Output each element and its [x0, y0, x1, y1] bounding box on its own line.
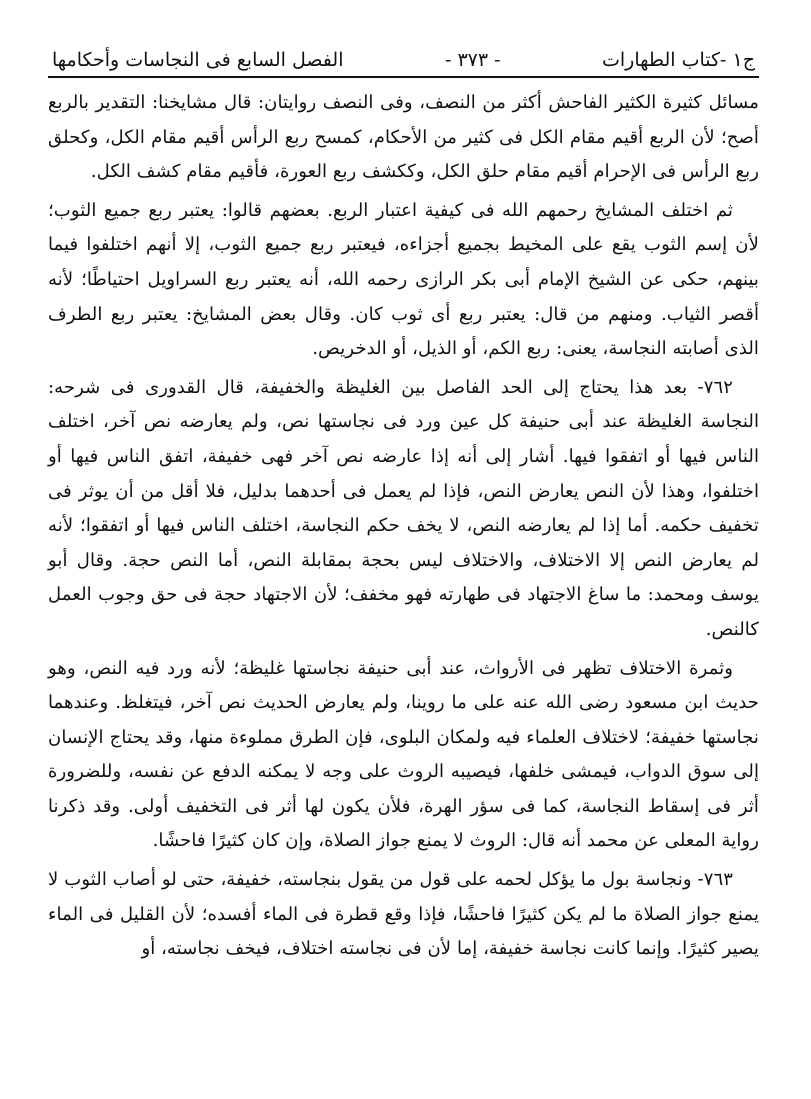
header-chapter-title: الفصل السابع فى النجاسات وأحكامها [52, 49, 344, 71]
paragraph: ثم اختلف المشايخ رحمهم الله فى كيفية اعتبار الربع. بعضهم قالوا: يعتبر ربع جميع الثوب؛ لأن إسم الثوب يقع على المخيط بجميع أجزاءه، فيعتبر ربع جميع الثوب، إلا أنهم اختلفوا فيما بينهم، حكى عن الشيخ الإمام أبى بكر الرازى رحمه الله، أنه يعتبر ربع السراويل احتياطًا؛ لأنه أقصر الثياب. ومنهم من قال: يعتبر ربع أى ثوب كان. وقال بعض المشايخ: يعتبر ربع الطرف الذى أصابته النجاسة، يعنى: ربع الكم، أو الذيل، أو الدخريص. [48, 199, 759, 360]
body-text [48, 86, 759, 967]
page-number: - ٣٧٣ - [444, 49, 501, 71]
paragraph: ٧٦٢- بعد هذا يحتاج إلى الحد الفاصل بين الغليظة والخفيفة، قال القدورى فى شرحه: النجاسة الغليظة عند أبى حنيفة كل عين ورد فى نجاستها نص، ولم يعارضه نص آخر، اختلف الناس فيها أو اتفقوا فيها. أشار إلى أنه إذا عارضه نص آخر فهى خفيفة، اتفق الناس فيها أو اختلفوا، وهذا لأن النص يعارض النص، فإذا لم يعمل فى أحدهما بدليل، فلا أقل من أن يوثر فى تخفيف حكمه. أما إذا لم يعارضه النص، لا يخف حكم النجاسة، اختلف الناس فيها أو اتفقوا؛ لأنه لم يعارض النص إلا الاختلاف، والاختلاف ليس بحجة بمقابلة النص، أما النص حجة. وقال أبو يوسف ومحمد: ما ساغ الاجتهاد فى طهارته فهو مخفف؛ لأن الاجتهاد حجة فى حق وجوب العمل كالنص. [48, 376, 759, 640]
paragraph: وثمرة الاختلاف تظهر فى الأرواث، عند أبى حنيفة نجاستها غليظة؛ لأنه ورد فيه النص، وهو حديث ابن مسعود رضى الله عنه على ما روينا، ولم يعارض الحديث نص آخر، فيتغلظ. وعندهما نجاستها خفيفة؛ لاختلاف العلماء فيه ولمكان البلوى، فإن الطرق مملوءة منها، وقد يحتاج الإنسان إلى سوق الدواب، فيمشى خلفها، فيصيبه الروث على وجه لا يمكنه الدفع عن نفسه، وللضرورة أثر فى إسقاط النجاسة، كما فى سؤر الهرة، فلأن يكون لها أثر فى التخفيف أولى. وقد ذكرنا رواية المعلى عن محمد أنه قال: الروث لا يمنع جواز الصلاة، وإن كان كثيرًا فاحشًا. [48, 657, 759, 852]
header-volume-section: ج١ -كتاب الطهارات [602, 49, 755, 71]
paragraph: مسائل كثيرة الكثير الفاحش أكثر من النصف، وفى النصف روايتان: قال مشايخنا: التقدير بالربع أصح؛ لأن الربع أقيم مقام الكل فى كثير من الأحكام، كمسح ربع الرأس أقيم مقام الكل، وكحلق ربع الرأس فى الإحرام أقيم مقام حلق الكل، وككشف ربع العورة، فأقيم مقام كشف الكل. [48, 92, 759, 183]
paragraph: ٧٦٣- ونجاسة بول ما يؤكل لحمه على قول من يقول بنجاسته، خفيفة، حتى لو أصاب الثوب لا يمنع جواز الصلاة ما لم يكن كثيرًا فاحشًا، فإذا وقع قطرة فى الماء أفسده؛ لأن القليل فى الماء يصير كثيرًا. وإنما كانت نجاسة خفيفة، إما لأن فى نجاسته اختلاف، فيخف نجاسته، أو [48, 869, 759, 960]
running-header [48, 44, 759, 78]
